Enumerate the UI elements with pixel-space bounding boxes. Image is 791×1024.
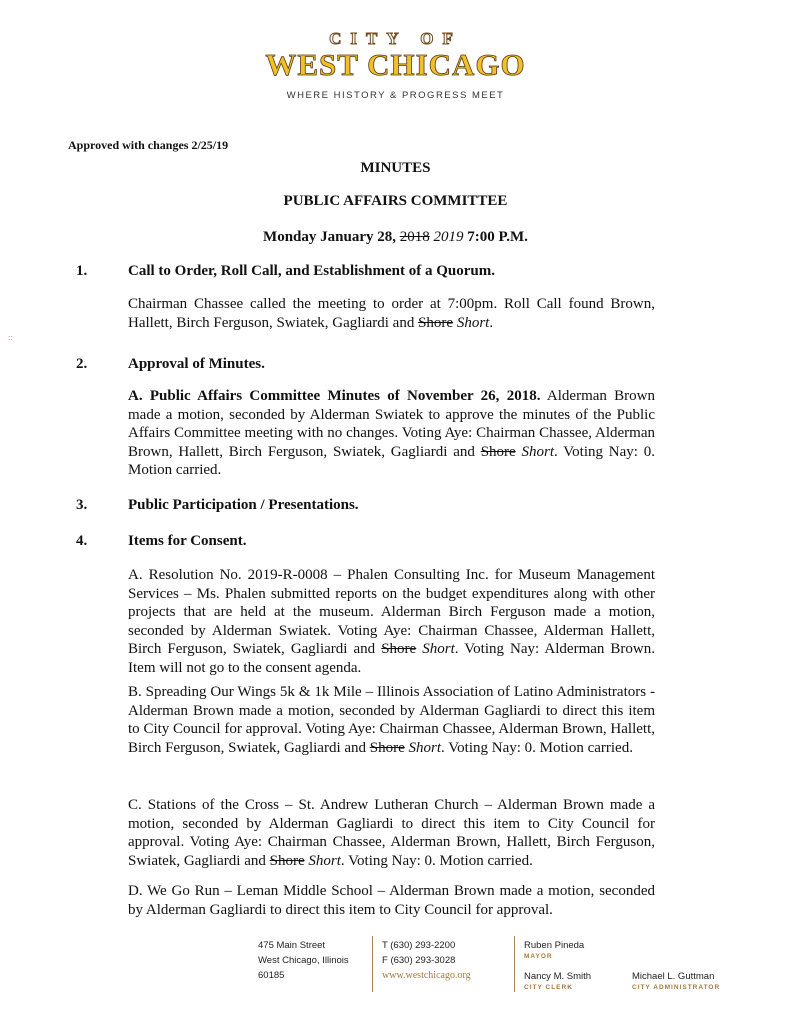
paragraph-end: . Voting Nay: 0. Motion carried.: [340, 852, 533, 869]
committee-name: PUBLIC AFFAIRS COMMITTEE: [283, 193, 508, 209]
meeting-date: [0, 229, 791, 246]
meeting-date-struck-year: 2018: [399, 229, 430, 245]
section-title: Call to Order, Roll Call, and Establishment of a Quorum.: [128, 263, 495, 279]
clerk-name: Nancy M. Smith: [524, 971, 592, 982]
paragraph-text: D. We Go Run – Leman Middle School – Alderman Brown made a motion, seconded by Alderman Gagliardi to direct this item to City Council for approval.: [128, 883, 655, 918]
inserted-text: Short: [521, 443, 555, 460]
administrator-role: CITY ADMINISTRATOR: [632, 984, 721, 991]
footer-contact: [382, 938, 471, 983]
inserted-text: Short: [408, 739, 442, 756]
paragraph-text: B. Spreading Our Wings 5k & 1k Mile – Illinois Association of Latino Administrators - Alderman Brown made a motion, seconded by Alderman Gagliardi to direct this item to City Council for approval. Voting Aye: Chairman Chassee, Alderman Brown, Hallett, Birch Ferguson, Swiatek, Gagliardi and: [128, 684, 655, 756]
mayor-role: MAYOR: [524, 953, 553, 960]
struck-text: Shore: [381, 641, 417, 658]
section-title: Approval of Minutes.: [128, 356, 265, 372]
approved-note: Approved with changes 2/25/19: [68, 138, 229, 152]
paragraph-text: Alderman Brown made a motion, seconded by Alderman Swiatek to approve the minutes of the Public Affairs Committee meeting with no changes. Voting Aye: Chairman Chassee, Alderman Brown, Hallett, Birch Ferguson, Swiatek, Gagliardi and: [128, 388, 656, 460]
address-street: 475 Main Street: [258, 940, 326, 951]
paragraph-text: A. Resolution No. 2019-R-0008 – Phalen Consulting Inc. for Museum Management Services – Ms. Phalen submitted reports on the budget expenditures along with other projects that are held at the museum. Alderman Birch Ferguson made a motion, seconded by Alderman Swiatek. Voting Aye: Chairman Chassee, Alderman Hallett, Birch Ferguson, Swiatek, Gagliardi and: [128, 567, 655, 658]
footer-divider: [372, 936, 373, 992]
clerk-role: CITY CLERK: [524, 984, 573, 991]
website-link[interactable]: www.westchicago.org: [382, 970, 471, 981]
section-number: 4.: [76, 533, 88, 549]
call-to-order-paragraph: [128, 295, 655, 332]
mayor-name: Ruben Pineda: [524, 940, 585, 951]
struck-text: Shore: [269, 852, 305, 869]
item-heading: A. Public Affairs Committee Minutes of November 26, 2018.: [128, 388, 541, 404]
footer-administrator: [632, 969, 720, 992]
logo-city-name: WEST CHICAGO: [265, 47, 526, 82]
struck-text: Shore: [480, 443, 516, 460]
minutes-item-a-paragraph: [128, 387, 655, 480]
section-title: Items for Consent.: [128, 533, 247, 549]
footer-officials: [524, 938, 591, 992]
administrator-name: Michael L. Guttman: [632, 971, 715, 982]
logo-city-of: CITY OF: [329, 29, 462, 48]
section-number: 2.: [76, 356, 88, 372]
section-title: Public Participation / Presentations.: [128, 497, 359, 513]
paragraph-end: . Voting Nay: 0. Motion carried.: [441, 739, 633, 756]
meeting-date-new-year: 2019: [433, 229, 464, 245]
margin-mark: ::: [8, 333, 13, 342]
meeting-date-prefix: Monday January 28,: [263, 229, 400, 245]
footer-divider: [514, 936, 515, 992]
doc-title: MINUTES: [360, 160, 431, 176]
paragraph-end: .: [489, 314, 494, 331]
address-city: West Chicago, Illinois: [258, 955, 349, 966]
city-logo: [0, 30, 791, 101]
consent-item-b-paragraph: [128, 683, 655, 757]
section-number: 1.: [76, 263, 88, 279]
meeting-date-time: 7:00 P.M.: [463, 229, 528, 245]
section-number: 3.: [76, 497, 88, 513]
paragraph-text: C. Stations of the Cross – St. Andrew Lutheran Church – Alderman Brown made a motion, seconded by Alderman Gagliardi to direct this item to City Council for approval. Voting Aye: Chairman Chassee, Alderman Brown, Hallett, Birch Ferguson, Swiatek, Gagliardi and: [128, 797, 655, 869]
paragraph-end: . Voting Nay: Alderman Brown. Item will not go to the consent agenda.: [128, 641, 656, 676]
address-zip: 60185: [258, 970, 285, 981]
paragraph-text: Chairman Chassee called the meeting to order at 7:00pm. Roll Call found Brown, Hallett, Birch Ferguson, Swiatek, Gagliardi and: [128, 296, 655, 331]
inserted-text: Short: [456, 314, 490, 331]
consent-item-d-paragraph: [128, 882, 655, 919]
logo-tagline: WHERE HISTORY & PROGRESS MEET: [286, 90, 505, 101]
inserted-text: Short: [308, 852, 341, 869]
paragraph-end: . Voting Nay: 0. Motion carried.: [128, 443, 656, 479]
consent-item-c-paragraph: [128, 796, 655, 870]
inserted-text: Short: [422, 641, 455, 658]
footer-address: [258, 938, 349, 983]
consent-item-a-paragraph: [128, 566, 655, 678]
phone-number: T (630) 293-2200: [382, 940, 456, 951]
struck-text: Shore: [418, 314, 454, 331]
fax-number: F (630) 293-3028: [382, 955, 456, 966]
struck-text: Shore: [369, 739, 405, 756]
